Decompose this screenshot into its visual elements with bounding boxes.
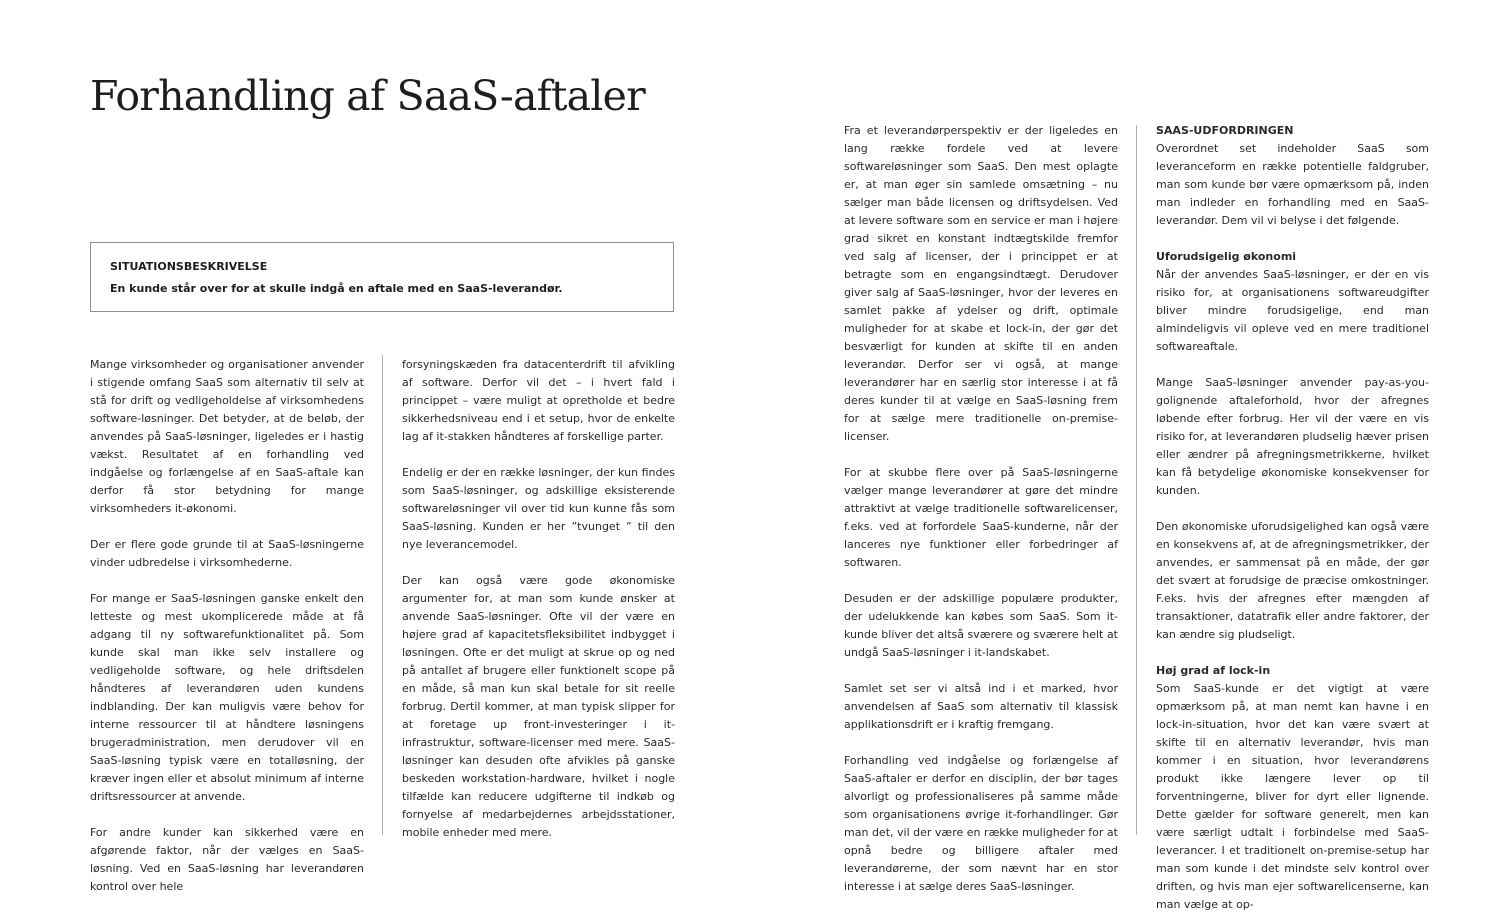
section-uforudsigelig-okonomi [1156, 248, 1429, 356]
paragraph: Endelig er der en række løsninger, der kun findes som SaaS-løsninger, og adskillige eksisterende softwareløsninger vil over tid kun kunne fås som SaaS-løsning. Kunden er her ”tvunget ” til den nye leverancemodel. [402, 466, 675, 551]
paragraph: Samlet set ser vi altså ind i et marked, hvor anvendelsen af SaaS som alternativ til klassisk applikationsdrift er i kraftig fremgang. [844, 682, 1118, 731]
paragraph: Overordnet set indeholder SaaS som leveranceform en række potentielle faldgruber, man som kunde bør være opmærksom på, inden man indleder en forhandling med en SaaS-leverandør. Dem vil vi belyse i det følgende. [1156, 142, 1429, 227]
paragraph: Der er flere gode grunde til at SaaS-løsningerne vinder udbredelse i virksomhederne. [90, 538, 364, 569]
paragraph: Desuden er der adskillige populære produkter, der udelukkende kan købes som SaaS. Som it-kunde bliver det altså sværere og sværere helt at undgå SaaS-løsninger i it-landskabet. [844, 592, 1118, 659]
section-heading: SAAS-UDFORDRINGEN [1156, 124, 1294, 137]
paragraph: For at skubbe flere over på SaaS-løsningerne vælger mange leverandører at gøre det mindre attraktivt at vælge traditionelle softwarelicenser, f.eks. ved at forfordele SaaS-kunderne, når der lanceres nye funktioner eller forbedringer af softwaren. [844, 466, 1118, 569]
paragraph: forsyningskæden fra datacenterdrift til afvikling af software. Derfor vil det – i hvert fald i princippet – være muligt at opretholde et bedre sikkerhedsniveau end i et setup, hvor de enkelte lag af it-stakken håndteres af forskellige parter. [402, 358, 675, 443]
text-column-3 [844, 122, 1118, 896]
paragraph: Mange virksomheder og organisationer anvender i stigende omfang SaaS som alternativ til selv at stå for drift og vedligeholdelse af virksomhedens software-løsninger. Det betyder, at de beløb, der anvendes på SaaS-løsninger, ligeledes er i hastig vækst. Resultatet af en forhandling ved indgåelse og forlængelse af en SaaS-aftale kan derfor få stor betydning for mange virksomheders it-økonomi. [90, 358, 364, 515]
column-divider [1136, 125, 1137, 835]
paragraph: Som SaaS-kunde er det vigtigt at være opmærksom på, at man nemt kan havne i en lock-in-situation, hvor det kan være svært at skifte til en alternativ leverandør, hvis man kommer i en situation, hvor leverandørens produkt ikke længere lever op til forventningerne, bliver for dyrt eller lignende. Dette gælder for software generelt, men kan være særligt udtalt i forbindelse med SaaS-leverancer. I et traditionelt on-premise-setup har man som kunde i det mindste selv kontrol over driften, og hvis man ejer softwarelicenserne, kan man vælge at op- [1156, 682, 1429, 911]
paragraph: Fra et leverandørperspektiv er der ligeledes en lang række fordele ved at levere softwareløsninger som SaaS. Den mest oplagte er, at man øger sin samlede omsætning – nu sælger man både licensen og driftsydelsen. Ved at levere software som en service er man i højere grad sikret en konstant indtægtskilde fremfor ved salg af licenser, der i princippet er at betragte som en engangsindtægt. Derudover giver salg af SaaS-løsninger, hvor der leveres en samlet pakke af ydelser og drift, optimale muligheder for at skabe et lock-in, der gør det besværligt for kunden at skifte til en anden leverandør. Derfor ser vi også, at mange leverandører har en særlig stor interesse i at få deres kunder til at vælge en SaaS-løsning frem for at sælge mere traditionelle on-premise-licenser. [844, 124, 1118, 443]
paragraph: Forhandling ved indgåelse og forlængelse af SaaS-aftaler er derfor en disciplin, der bør tages alvorligt og professionaliseres på samme måde som organisationens øvrige it-forhandlinger. Gør man det, vil der være en række muligheder for at opnå bedre og billigere aftaler med leverandørerne, der som nævnt har en stor interesse i at sælge deres SaaS-løsninger. [844, 754, 1118, 893]
paragraph: Den økonomiske uforudsigelighed kan også være en konsekvens af, at de afregningsmetrikker, der anvendes, er sammensat på en måde, der gør det svært at forudsige de præcise omkostninger. F.eks. hvis der afregnes efter mængden af transaktioner, datatrafik eller andre faktorer, der kan ændre sig pludseligt. [1156, 520, 1429, 641]
text-column-4 [1156, 122, 1429, 914]
situation-box [90, 242, 674, 312]
paragraph: Der kan også være gode økonomiske argumenter for, at man som kunde ønsker at anvende SaaS-løsninger. Ofte vil der være en højere grad af kapacitetsfleksibilitet indbygget i løsningen. Ofte er det muligt at skrue op og ned på antallet af brugere eller funktionelt scope på en måde, så man kun skal betale for sit reelle forbrug. Dertil kommer, at man typisk slipper for at foretage up front-investeringer i it-infrastruktur, software-licenser med mere. SaaS-løsninger kan desuden ofte afvikles på ganske beskeden workstation-hardware, hvilket i nogle tilfælde kan reducere udgifterne til indkøb og fornyelse af medarbejdernes arbejdsstationer, mobile enheder med mere. [402, 574, 675, 839]
section-heading: Uforudsigelig økonomi [1156, 250, 1297, 263]
section-lock-in [1156, 662, 1429, 914]
section-heading: Høj grad af lock-in [1156, 664, 1271, 677]
situation-label: SITUATIONSBESKRIVELSE [110, 260, 268, 273]
paragraph: For andre kunder kan sikkerhed være en afgørende faktor, når der vælges en SaaS-løsning. Ved en SaaS-løsning har leverandøren kontrol over hele [90, 826, 364, 893]
paragraph: For mange er SaaS-løsningen ganske enkelt den letteste og mest ukomplicerede måde at få adgang til ny softwarefunktionalitet på. Som kunde skal man ikke selv installere og vedligeholde software, og hele driftsdelen håndteres af leverandøren uden kundens indblanding. Der kan muligvis være behov for interne ressourcer til at håndtere løsningens brugeradministration, men derudover vil en SaaS-løsning typisk være en totalløsning, der kræver ingen eller et absolut minimum af interne driftsressourcer at anvende. [90, 592, 364, 803]
paragraph: Mange SaaS-løsninger anvender pay-as-you-golignende aftaleforhold, hvor der afregnes løbende efter forbrug. Her vil der være en vis risiko for, at leverandøren pludselig hæver prisen eller ændrer på afregningsmetrikkerne, hvilket kan få betydelige økonomiske konsekvenser for kunden. [1156, 376, 1429, 497]
text-column-2 [402, 356, 675, 842]
text-column-1 [90, 356, 364, 896]
column-divider [382, 355, 383, 835]
page-title: Forhandling af SaaS-aftaler [90, 72, 645, 120]
section-saas-udfordringen [1156, 122, 1429, 230]
situation-text: En kunde står over for at skulle indgå en aftale med en SaaS-leverandør. [110, 282, 563, 295]
paragraph: Når der anvendes SaaS-løsninger, er der en vis risiko for, at organisationens softwareudgifter bliver mindre forudsigelige, end man almindeligvis vil opleve ved en mere traditionel softwareaftale. [1156, 268, 1429, 353]
